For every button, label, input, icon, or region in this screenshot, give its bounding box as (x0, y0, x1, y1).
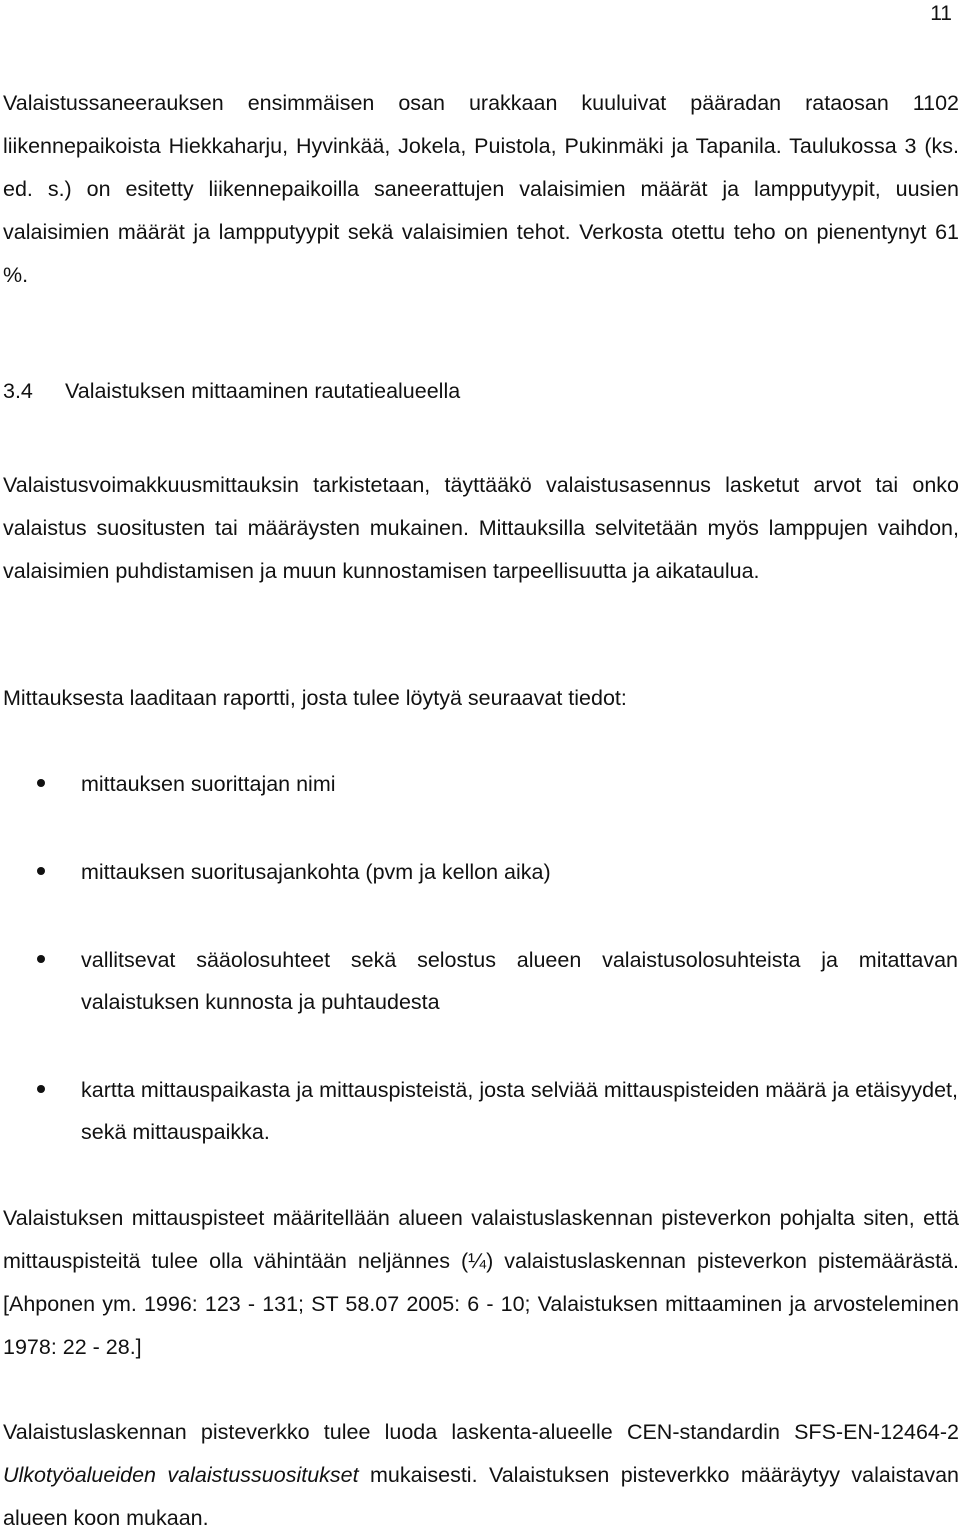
list-item-text: mittauksen suorittajan nimi (81, 772, 336, 796)
calculation-grid-paragraph (3, 1411, 959, 1540)
standard-title: Ulkotyöalueiden valaistussuositukset (3, 1463, 359, 1487)
page-number: 11 (930, 2, 952, 25)
list-item-text: vallitsevat sääolosuhteet sekä selostus alueen valaistusolosuhteista ja mitattavan valaistuksen kunnosta ja puhtaudesta (81, 948, 958, 1014)
standard-text: Valaistuslaskennan pisteverkko tulee luoda laskenta-alueelle CEN-standardin SFS-EN-12464-2 (3, 1420, 959, 1444)
list-item (0, 1069, 958, 1153)
section-title: Valaistuksen mittaaminen rautatiealueella (65, 379, 461, 403)
list-item-text: kartta mittauspaikasta ja mittauspisteistä, josta selviää mittauspisteiden määrä ja etäisyydet, sekä mittauspaikka. (81, 1078, 958, 1144)
bullet-icon (37, 867, 45, 875)
bullet-icon (37, 1085, 45, 1093)
report-intro-paragraph: Mittauksesta laaditaan raportti, josta tulee löytyä seuraavat tiedot: (3, 686, 627, 710)
section-heading (3, 370, 460, 413)
intro-paragraph: Valaistussaneerauksen ensimmäisen osan urakkaan kuuluivat pääradan rataosan 1102 liikennepaikoista Hiekkaharju, Hyvinkää, Jokela, Puistola, Pukinmäki ja Tapanila. Taulukossa 3 (ks. ed. s.) on esitetty liikennepaikoilla saneerattujen valaisimien määrät ja lampputyypit, uusien valaisimien määrät ja lampputyypit sekä valaisimien tehot. Verkosta otettu teho on pienentynyt 61 %. (3, 91, 959, 287)
list-item (0, 763, 958, 805)
bullet-icon (37, 779, 45, 787)
standard-text-end: mukaisesti. Valaistuksen pisteverkko määräytyy valaistavan alueen koon mukaan. (3, 1463, 959, 1530)
measurement-paragraph: Valaistusvoimakkuusmittauksin tarkistetaan, täyttääkö valaistusasennus lasketut arvot tai onko valaistus suositusten tai määräysten mukainen. Mittauksilla selvitetään myös lamppujen vaihdon, valaisimien puhdistamisen ja muun kunnostamisen tarpeellisuutta ja aikataulua. (3, 473, 959, 583)
measurement-points-paragraph: Valaistuksen mittauspisteet määritellään alueen valaistuslaskennan pisteverkon pohjalta siten, että mittauspisteitä tulee olla vähintään neljännes (¼) valaistuslaskennan pisteverkon pistemäärästä. [Ahponen ym. 1996: 123 - 131; ST 58.07 2005: 6 - 10; Valaistuksen mittaaminen ja arvosteleminen 1978: 22 - 28.] (3, 1206, 959, 1359)
report-items-list (0, 763, 958, 1199)
list-item (0, 851, 958, 893)
section-number: 3.4 (3, 379, 33, 403)
list-item (0, 939, 958, 1023)
bullet-icon (37, 955, 45, 963)
list-item-text: mittauksen suoritusajankohta (pvm ja kellon aika) (81, 860, 551, 884)
